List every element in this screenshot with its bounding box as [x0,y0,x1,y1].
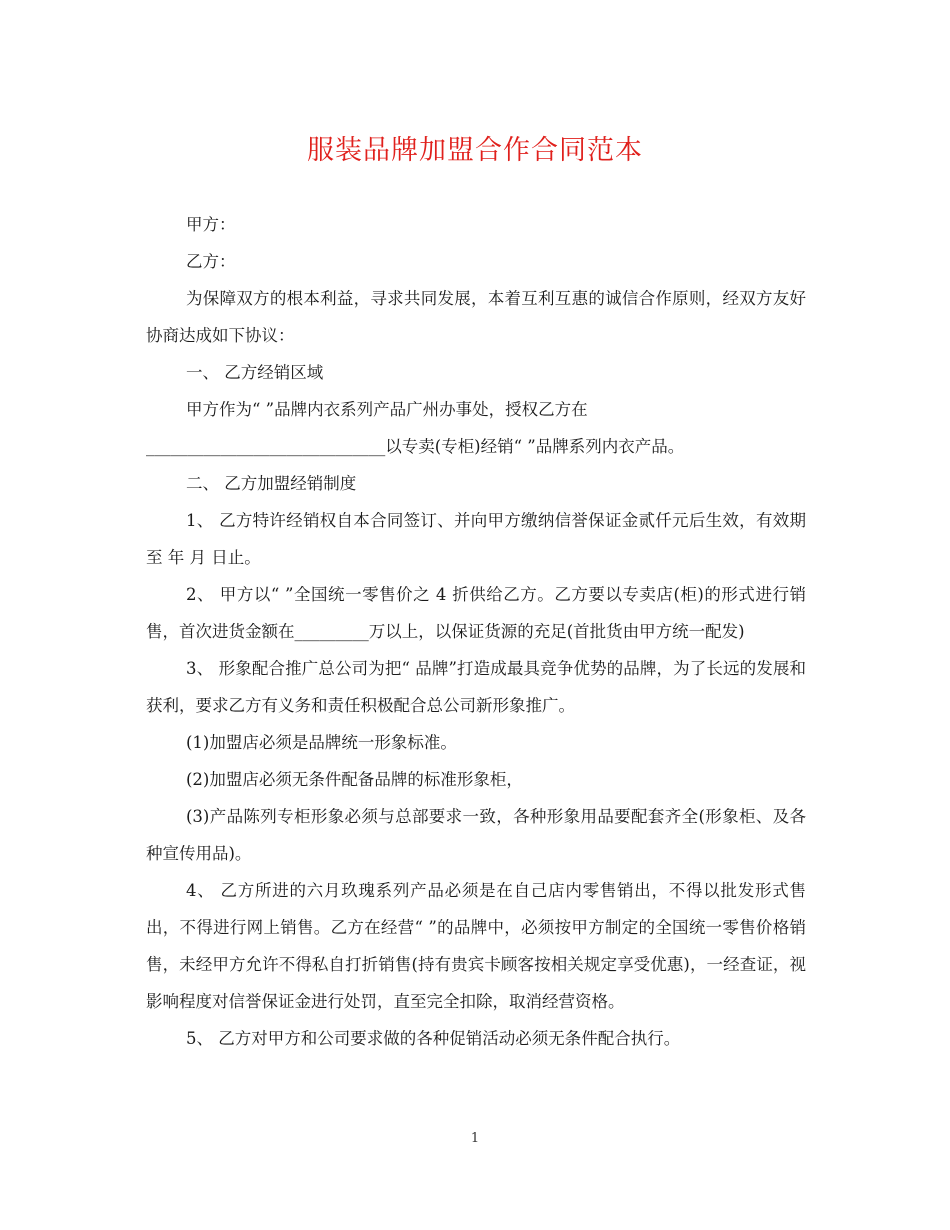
clause-1: 1、 乙方特许经销权自本合同签订、并向甲方缴纳信誉保证金贰仟元后生效，有效期至 年 月 日止。 [146,511,806,567]
party-b-label: 乙方： [186,252,236,271]
sub-clause-2: (2)加盟店必须无条件配备品牌的标准形象柜， [186,770,523,789]
section-1-line-2: _____________________________以专卖(专柜)经销“ ”品牌系列内衣产品。 [146,437,685,456]
clause-5: 5、 乙方对甲方和公司要求做的各种促销活动必须无条件配合执行。 [186,1029,681,1048]
intro-paragraph: 为保障双方的根本利益，寻求共同发展，本着互利互惠的诚信合作原则，经双方友好协商达成如下协议： [146,289,806,345]
party-a-label: 甲方： [186,215,236,234]
page-number: 1 [470,1131,480,1146]
document-title: 服装品牌加盟合作合同范本 [307,135,643,166]
section-1-heading: 一、 乙方经销区域 [186,363,324,382]
document-body [146,206,806,1057]
sub-clause-1: (1)加盟店必须是品牌统一形象标准。 [186,733,457,752]
clause-4: 4、 乙方所进的六月玖瑰系列产品必须是在自己店内零售销出，不得以批发形式售出，不得进行网上销售。乙方在经营“ ”的品牌中，必须按甲方制定的全国统一零售价格销售，未经甲方允许不得私自打折销售(持有贵宾卡顾客按相关规定享受优惠)，一经查证，视影响程度对信誉保证金进行处罚，直至完全扣除，取消经营资格。 [146,881,806,1011]
clause-3: 3、 形象配合推广总公司为把“ 品牌”打造成最具竞争优势的品牌，为了长远的发展和获利，要求乙方有义务和责任积极配合总公司新形象推广。 [146,659,806,715]
section-2-heading: 二、 乙方加盟经销制度 [186,474,357,493]
sub-clause-3: (3)产品陈列专柜形象必须与总部要求一致，各种形象用品要配套齐全(形象柜、及各种宣传用品)。 [146,807,806,863]
clause-2: 2、 甲方以“ ”全国统一零售价之 4 折供给乙方。乙方要以专卖店(柜)的形式进行销售，首次进货金额在_________万以上，以保证货源的充足(首批货由甲方统一配发) [146,585,806,641]
section-1-line-1: 甲方作为“ ”品牌内衣系列产品广州办事处，授权乙方在 [186,400,588,419]
